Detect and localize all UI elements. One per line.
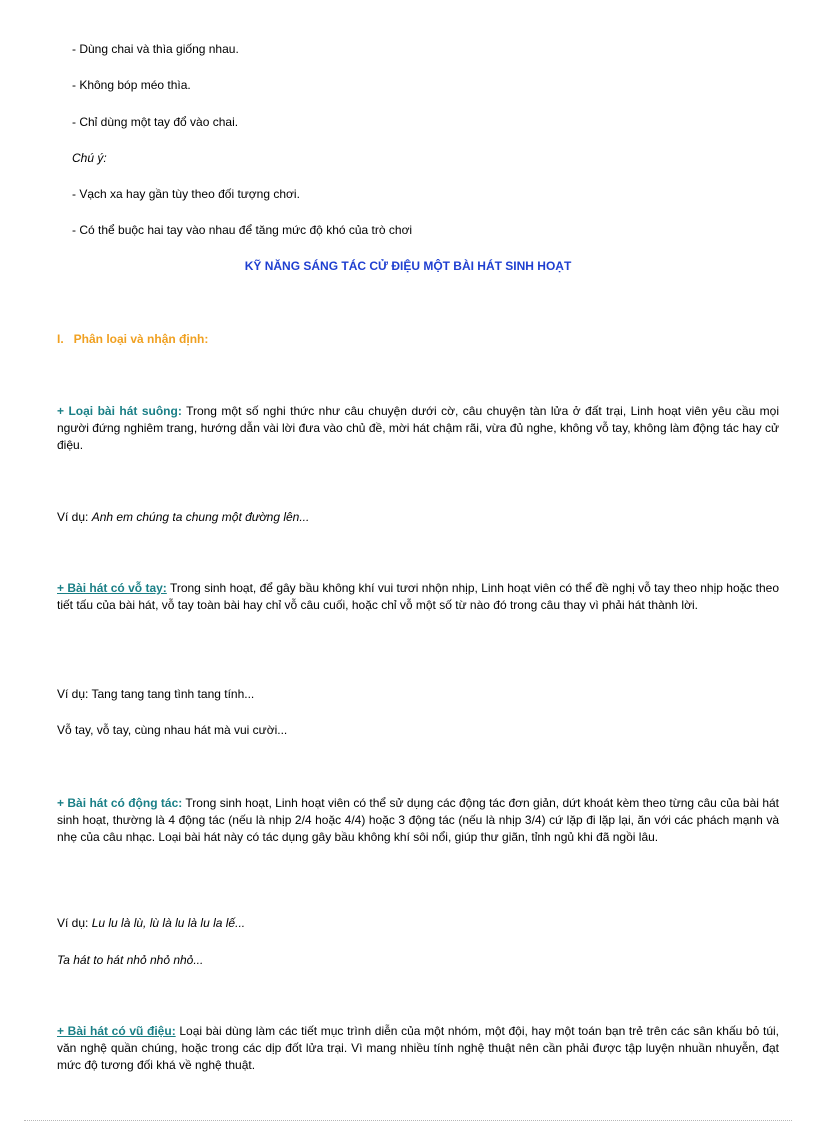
example-vo-tay-2: Vỗ tay, vỗ tay, cùng nhau hát mà vui cười... <box>57 723 288 737</box>
note-line-1: - Vạch xa hay gần tùy theo đối tượng chơi. <box>72 187 300 201</box>
rule-line-1: - Dùng chai và thìa giống nhau. <box>72 42 239 56</box>
rule-line-2: - Không bóp méo thìa. <box>72 78 191 92</box>
page-divider <box>24 1120 792 1121</box>
section-heading: I. Phân loại và nhận định: <box>57 332 209 346</box>
paragraph-bai-hat-vo-tay <box>57 580 779 614</box>
paragraph-text: Trong một số nghi thức như câu chuyện dưới cờ, câu chuyện tàn lửa ở đất trại, Linh hoạt viên yêu cầu mọi người đứng nghiêm trang, hướng dẫn vài lời đưa vào chủ đề, mời hát chậm rãi, vừa đủ nghe, không vỗ tay, không làm động tác hay cử điệu. <box>57 404 779 452</box>
paragraph-lead: + Bài hát có vỗ tay: <box>57 581 167 595</box>
paragraph-text: Loại bài dùng làm các tiết mục trình diễn của một nhóm, một đội, hay một toán bạn trẻ trên các sân khấu bỏ túi, văn nghệ quần chúng, hoặc trong các dịp đốt lửa trại. Vì mang nhiều tính nghệ thuật nên cần phải được tập luyện nhuần nhuyễn, đạt mức độ tương đối khá về nghệ thuật. <box>57 1024 779 1072</box>
paragraph-bai-hat-vu-dieu <box>57 1023 779 1074</box>
example-suong <box>57 509 309 525</box>
example-text: Anh em chúng ta chung một đường lên... <box>91 510 310 524</box>
note-line-2: - Có thể buộc hai tay vào nhau để tăng mức độ khó của trò chơi <box>72 223 413 237</box>
rule-line-3: - Chỉ dùng một tay đổ vào chai. <box>72 115 239 129</box>
paragraph-lead: + Bài hát có vũ điệu: <box>57 1024 176 1038</box>
note-label: Chú ý: <box>72 151 107 165</box>
paragraph-bai-hat-dong-tac <box>57 795 779 846</box>
paragraph-lead: + Loại bài hát suông: <box>57 404 182 418</box>
example-dong-tac-2: Ta hát to hát nhỏ nhỏ nhỏ... <box>57 953 204 967</box>
document-title: KỸ NĂNG SÁNG TÁC CỬ ĐIỆU MỘT BÀI HÁT SINH HOẠT <box>244 259 572 273</box>
paragraph-text: Trong sinh hoạt, Linh hoạt viên có thể sử dụng các động tác đơn giản, dứt khoát kèm theo từng câu của bài hát sinh hoạt, thường là 4 động tác (nếu là nhịp 2/4 hoặc 4/4) hoặc 3 động tác (nếu là nhịp 3/4) cứ lặp đi lặp lại, ăn với các phách mạnh và nhẹ của câu nhạc. Loại bài hát này có tác dụng gây bầu không khí sôi nổi, giúp thư giãn, tỉnh ngủ khi đã ngồi lâu. <box>57 796 780 844</box>
example-prefix: Ví dụ: <box>57 916 92 930</box>
example-dong-tac-1 <box>57 915 245 931</box>
example-text: Lu lu là lù, lù là lu là lu la lế... <box>91 916 246 930</box>
paragraph-text: Trong sinh hoạt, để gây bầu không khí vui tươi nhộn nhịp, Linh hoạt viên có thể đề nghị vỗ tay theo nhịp hoặc theo tiết tấu của bài hát, vỗ tay toàn bài hay chỉ vỗ câu cuối, hoặc chỉ vỗ một số từ nào đó trong câu thay vì phải hát thành lời. <box>57 581 779 612</box>
example-prefix: Ví dụ: <box>57 510 92 524</box>
example-vo-tay-1: Ví dụ: Tang tang tang tình tang tính... <box>57 687 255 701</box>
paragraph-lead: + Bài hát có động tác: <box>57 796 183 810</box>
paragraph-bai-hat-suong <box>57 403 779 454</box>
